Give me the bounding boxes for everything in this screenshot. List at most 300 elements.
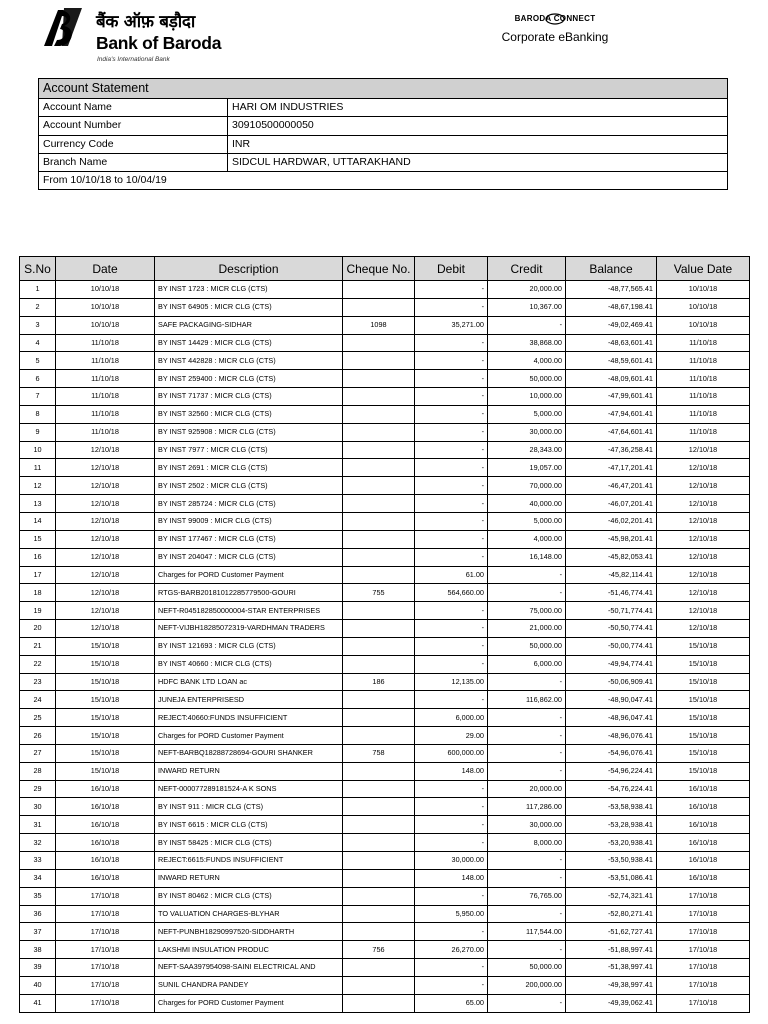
- cell-value-date: 17/10/18: [657, 905, 750, 923]
- cell-credit: -: [488, 852, 566, 870]
- cell-credit: 21,000.00: [488, 620, 566, 638]
- cell-description: BY INST 7977 : MICR CLG (CTS): [155, 441, 343, 459]
- cell-balance: -51,62,727.41: [566, 923, 657, 941]
- cell-date: 10/10/18: [56, 316, 155, 334]
- bank-name-english: Bank of Baroda: [96, 33, 222, 53]
- cell-description: SUNIL CHANDRA PANDEY: [155, 976, 343, 994]
- cell-balance: -50,00,774.41: [566, 637, 657, 655]
- cell-debit: 600,000.00: [415, 744, 488, 762]
- cell-description: HDFC BANK LTD LOAN ac: [155, 673, 343, 691]
- cell-sno: 35: [20, 887, 56, 905]
- table-row: [20, 691, 750, 709]
- cell-balance: -50,06,909.41: [566, 673, 657, 691]
- cell-cheque-no: 1098: [343, 316, 415, 334]
- cell-credit: 50,000.00: [488, 637, 566, 655]
- cell-credit: 16,148.00: [488, 548, 566, 566]
- cell-description: JUNEJA ENTERPRISESD: [155, 691, 343, 709]
- account-field-label: Account Number: [39, 117, 228, 135]
- cell-debit: -: [415, 512, 488, 530]
- cell-debit: -: [415, 691, 488, 709]
- cell-debit: -: [415, 298, 488, 316]
- cell-description: BY INST 911 : MICR CLG (CTS): [155, 798, 343, 816]
- cell-value-date: 15/10/18: [657, 673, 750, 691]
- cell-credit: 30,000.00: [488, 816, 566, 834]
- cell-cheque-no: [343, 780, 415, 798]
- cell-date: 16/10/18: [56, 816, 155, 834]
- table-row: [20, 798, 750, 816]
- cell-description: BY INST 204047 : MICR CLG (CTS): [155, 548, 343, 566]
- cell-date: 11/10/18: [56, 352, 155, 370]
- cell-description: NEFT-BARBQ18288728694-GOURI SHANKER: [155, 744, 343, 762]
- cell-credit: -: [488, 673, 566, 691]
- account-field-value: 30910500000050: [228, 117, 728, 135]
- cell-date: 15/10/18: [56, 655, 155, 673]
- cell-debit: -: [415, 798, 488, 816]
- cell-cheque-no: [343, 691, 415, 709]
- cell-cheque-no: [343, 994, 415, 1012]
- cell-credit: 30,000.00: [488, 423, 566, 441]
- account-field-label: Currency Code: [39, 135, 228, 153]
- table-row: [20, 405, 750, 423]
- cell-date: 15/10/18: [56, 744, 155, 762]
- table-row: [20, 976, 750, 994]
- cell-sno: 41: [20, 994, 56, 1012]
- cell-balance: -52,74,321.41: [566, 887, 657, 905]
- cell-value-date: 12/10/18: [657, 602, 750, 620]
- cell-cheque-no: [343, 637, 415, 655]
- cell-sno: 31: [20, 816, 56, 834]
- cell-balance: -46,47,201.41: [566, 477, 657, 495]
- table-row: [20, 816, 750, 834]
- cell-debit: -: [415, 334, 488, 352]
- cell-description: BY INST 2691 : MICR CLG (CTS): [155, 459, 343, 477]
- cell-cheque-no: [343, 566, 415, 584]
- cell-balance: -45,98,201.41: [566, 530, 657, 548]
- cell-value-date: 17/10/18: [657, 976, 750, 994]
- cell-date: 17/10/18: [56, 994, 155, 1012]
- cell-date: 17/10/18: [56, 941, 155, 959]
- cell-credit: 117,544.00: [488, 923, 566, 941]
- cell-date: 11/10/18: [56, 334, 155, 352]
- cell-date: 12/10/18: [56, 620, 155, 638]
- cell-debit: -: [415, 887, 488, 905]
- cell-sno: 30: [20, 798, 56, 816]
- cell-sno: 10: [20, 441, 56, 459]
- account-field-value: HARI OM INDUSTRIES: [228, 99, 728, 117]
- cell-credit: 28,343.00: [488, 441, 566, 459]
- cell-description: INWARD RETURN: [155, 762, 343, 780]
- cell-sno: 5: [20, 352, 56, 370]
- cell-value-date: 15/10/18: [657, 762, 750, 780]
- cell-debit: -: [415, 477, 488, 495]
- cell-value-date: 17/10/18: [657, 923, 750, 941]
- cell-sno: 37: [20, 923, 56, 941]
- cell-credit: 75,000.00: [488, 602, 566, 620]
- cell-description: BY INST 121693 : MICR CLG (CTS): [155, 637, 343, 655]
- cell-sno: 33: [20, 852, 56, 870]
- cell-value-date: 15/10/18: [657, 744, 750, 762]
- cell-description: BY INST 71737 : MICR CLG (CTS): [155, 388, 343, 406]
- cell-date: 15/10/18: [56, 727, 155, 745]
- cell-cheque-no: [343, 976, 415, 994]
- cell-cheque-no: 186: [343, 673, 415, 691]
- account-details-table: [38, 78, 728, 190]
- cell-balance: -54,96,076.41: [566, 744, 657, 762]
- cell-balance: -45,82,053.41: [566, 548, 657, 566]
- cell-sno: 12: [20, 477, 56, 495]
- cell-sno: 6: [20, 370, 56, 388]
- cell-value-date: 12/10/18: [657, 548, 750, 566]
- cell-date: 17/10/18: [56, 959, 155, 977]
- cell-balance: -48,96,076.41: [566, 727, 657, 745]
- cell-debit: 29.00: [415, 727, 488, 745]
- cell-balance: -49,38,997.41: [566, 976, 657, 994]
- table-row: [20, 869, 750, 887]
- table-row: [20, 441, 750, 459]
- cell-debit: -: [415, 959, 488, 977]
- cell-debit: 12,135.00: [415, 673, 488, 691]
- cell-sno: 32: [20, 834, 56, 852]
- cell-debit: -: [415, 620, 488, 638]
- cell-date: 11/10/18: [56, 423, 155, 441]
- cell-value-date: 17/10/18: [657, 887, 750, 905]
- cell-value-date: 16/10/18: [657, 869, 750, 887]
- cell-description: NEFT-000077289181524-A K SONS: [155, 780, 343, 798]
- cell-cheque-no: 758: [343, 744, 415, 762]
- bank-logo: [38, 6, 238, 64]
- account-statement-heading: Account Statement: [39, 79, 728, 99]
- cell-value-date: 15/10/18: [657, 709, 750, 727]
- cell-date: 16/10/18: [56, 798, 155, 816]
- cell-cheque-no: [343, 441, 415, 459]
- cell-date: 15/10/18: [56, 691, 155, 709]
- cell-balance: -49,94,774.41: [566, 655, 657, 673]
- cell-balance: -47,99,601.41: [566, 388, 657, 406]
- cell-sno: 1: [20, 281, 56, 299]
- cell-value-date: 16/10/18: [657, 780, 750, 798]
- cell-value-date: 11/10/18: [657, 352, 750, 370]
- table-row: [20, 905, 750, 923]
- cell-credit: 20,000.00: [488, 780, 566, 798]
- cell-description: BY INST 259400 : MICR CLG (CTS): [155, 370, 343, 388]
- cell-cheque-no: [343, 298, 415, 316]
- cell-credit: 38,868.00: [488, 334, 566, 352]
- cell-value-date: 15/10/18: [657, 655, 750, 673]
- cell-value-date: 16/10/18: [657, 852, 750, 870]
- table-row: [20, 512, 750, 530]
- table-row: [20, 477, 750, 495]
- table-row: [20, 423, 750, 441]
- cell-date: 10/10/18: [56, 298, 155, 316]
- cell-credit: -: [488, 744, 566, 762]
- cell-sno: 26: [20, 727, 56, 745]
- cell-balance: -54,96,224.41: [566, 762, 657, 780]
- cell-value-date: 12/10/18: [657, 477, 750, 495]
- cell-value-date: 12/10/18: [657, 620, 750, 638]
- cell-sno: 21: [20, 637, 56, 655]
- cell-cheque-no: [343, 423, 415, 441]
- cell-description: BY INST 99009 : MICR CLG (CTS): [155, 512, 343, 530]
- cell-value-date: 11/10/18: [657, 405, 750, 423]
- cell-sno: 40: [20, 976, 56, 994]
- cell-credit: 70,000.00: [488, 477, 566, 495]
- cell-sno: 11: [20, 459, 56, 477]
- cell-description: LAKSHMI INSULATION PRODUC: [155, 941, 343, 959]
- bank-of-baroda-emblem-icon: [38, 6, 88, 50]
- table-row: [20, 923, 750, 941]
- cell-balance: -46,07,201.41: [566, 495, 657, 513]
- portal-brand: BARODA CONNECT: [514, 14, 596, 23]
- cell-date: 12/10/18: [56, 584, 155, 602]
- cell-debit: -: [415, 423, 488, 441]
- cell-credit: -: [488, 994, 566, 1012]
- cell-debit: -: [415, 352, 488, 370]
- cell-date: 12/10/18: [56, 602, 155, 620]
- cell-sno: 14: [20, 512, 56, 530]
- cell-sno: 28: [20, 762, 56, 780]
- account-row: [39, 153, 728, 171]
- cell-debit: 5,950.00: [415, 905, 488, 923]
- cell-cheque-no: [343, 405, 415, 423]
- cell-cheque-no: [343, 495, 415, 513]
- cell-date: 11/10/18: [56, 405, 155, 423]
- cell-balance: -49,02,469.41: [566, 316, 657, 334]
- cell-balance: -48,90,047.41: [566, 691, 657, 709]
- cell-credit: -: [488, 869, 566, 887]
- cell-cheque-no: [343, 887, 415, 905]
- cell-cheque-no: 756: [343, 941, 415, 959]
- cell-credit: -: [488, 566, 566, 584]
- table-row: [20, 316, 750, 334]
- cell-value-date: 11/10/18: [657, 423, 750, 441]
- table-row: [20, 709, 750, 727]
- cell-credit: -: [488, 727, 566, 745]
- bank-name-hindi: बैंक ऑफ़ बड़ौदा: [96, 12, 196, 32]
- cell-sno: 3: [20, 316, 56, 334]
- cell-debit: -: [415, 637, 488, 655]
- statement-period-row: [39, 172, 728, 190]
- cell-credit: 4,000.00: [488, 352, 566, 370]
- cell-cheque-no: [343, 762, 415, 780]
- cell-date: 17/10/18: [56, 923, 155, 941]
- cell-cheque-no: [343, 727, 415, 745]
- cell-balance: -50,50,774.41: [566, 620, 657, 638]
- cell-debit: -: [415, 548, 488, 566]
- cell-description: BY INST 64905 : MICR CLG (CTS): [155, 298, 343, 316]
- cell-balance: -48,96,047.41: [566, 709, 657, 727]
- cell-sno: 18: [20, 584, 56, 602]
- cell-date: 16/10/18: [56, 834, 155, 852]
- cell-balance: -45,82,114.41: [566, 566, 657, 584]
- cell-value-date: 10/10/18: [657, 281, 750, 299]
- cell-value-date: 17/10/18: [657, 959, 750, 977]
- cell-cheque-no: [343, 869, 415, 887]
- cell-balance: -53,51,086.41: [566, 869, 657, 887]
- column-header-date: Date: [56, 257, 155, 281]
- cell-balance: -48,77,565.41: [566, 281, 657, 299]
- table-row: [20, 780, 750, 798]
- cell-debit: -: [415, 530, 488, 548]
- cell-debit: 35,271.00: [415, 316, 488, 334]
- table-row: [20, 941, 750, 959]
- cell-balance: -49,39,062.41: [566, 994, 657, 1012]
- cell-debit: -: [415, 602, 488, 620]
- cell-sno: 22: [20, 655, 56, 673]
- cell-description: REJECT:6615:FUNDS INSUFFICIENT: [155, 852, 343, 870]
- cell-date: 15/10/18: [56, 637, 155, 655]
- cell-debit: -: [415, 459, 488, 477]
- cell-date: 12/10/18: [56, 495, 155, 513]
- cell-sno: 7: [20, 388, 56, 406]
- cell-cheque-no: [343, 334, 415, 352]
- table-row: [20, 637, 750, 655]
- cell-sno: 8: [20, 405, 56, 423]
- cell-debit: -: [415, 405, 488, 423]
- cell-date: 17/10/18: [56, 976, 155, 994]
- cell-description: NEFT-PUNBH18290997520-SIDDHARTH: [155, 923, 343, 941]
- cell-debit: -: [415, 976, 488, 994]
- table-row: [20, 834, 750, 852]
- cell-value-date: 12/10/18: [657, 584, 750, 602]
- cell-sno: 19: [20, 602, 56, 620]
- account-row: [39, 99, 728, 117]
- transactions-header-row: [20, 257, 750, 281]
- cell-description: SAFE PACKAGING-SIDHAR: [155, 316, 343, 334]
- table-row: [20, 852, 750, 870]
- baroda-connect-logo: [500, 14, 610, 44]
- cell-description: BY INST 442828 : MICR CLG (CTS): [155, 352, 343, 370]
- cell-debit: -: [415, 370, 488, 388]
- cell-value-date: 10/10/18: [657, 316, 750, 334]
- cell-balance: -48,63,601.41: [566, 334, 657, 352]
- cell-balance: -47,36,258.41: [566, 441, 657, 459]
- cell-value-date: 15/10/18: [657, 637, 750, 655]
- cell-value-date: 11/10/18: [657, 388, 750, 406]
- cell-cheque-no: [343, 352, 415, 370]
- table-row: [20, 584, 750, 602]
- connect-swirl-icon: [544, 12, 566, 26]
- cell-description: INWARD RETURN: [155, 869, 343, 887]
- cell-credit: 10,000.00: [488, 388, 566, 406]
- cell-description: Charges for PORD Customer Payment: [155, 727, 343, 745]
- table-row: [20, 620, 750, 638]
- cell-sno: 16: [20, 548, 56, 566]
- cell-date: 17/10/18: [56, 887, 155, 905]
- cell-date: 11/10/18: [56, 388, 155, 406]
- table-row: [20, 727, 750, 745]
- cell-balance: -52,80,271.41: [566, 905, 657, 923]
- cell-cheque-no: [343, 459, 415, 477]
- cell-balance: -51,88,997.41: [566, 941, 657, 959]
- table-row: [20, 352, 750, 370]
- table-row: [20, 548, 750, 566]
- cell-balance: -53,20,938.41: [566, 834, 657, 852]
- cell-cheque-no: [343, 530, 415, 548]
- cell-value-date: 16/10/18: [657, 834, 750, 852]
- cell-credit: 200,000.00: [488, 976, 566, 994]
- account-field-value: SIDCUL HARDWAR, UTTARAKHAND: [228, 153, 728, 171]
- cell-credit: 117,286.00: [488, 798, 566, 816]
- cell-balance: -51,38,997.41: [566, 959, 657, 977]
- cell-cheque-no: [343, 816, 415, 834]
- cell-value-date: 12/10/18: [657, 459, 750, 477]
- cell-description: Charges for PORD Customer Payment: [155, 994, 343, 1012]
- cell-cheque-no: [343, 602, 415, 620]
- table-row: [20, 388, 750, 406]
- account-field-label: Branch Name: [39, 153, 228, 171]
- column-header-sno: S.No: [20, 257, 56, 281]
- cell-date: 15/10/18: [56, 673, 155, 691]
- cell-balance: -53,58,938.41: [566, 798, 657, 816]
- cell-description: NEFT-SAA397954098-SAINI ELECTRICAL AND: [155, 959, 343, 977]
- cell-credit: -: [488, 905, 566, 923]
- cell-balance: -51,46,774.41: [566, 584, 657, 602]
- cell-cheque-no: 755: [343, 584, 415, 602]
- cell-value-date: 12/10/18: [657, 512, 750, 530]
- cell-value-date: 16/10/18: [657, 798, 750, 816]
- cell-description: BY INST 6615 : MICR CLG (CTS): [155, 816, 343, 834]
- cell-credit: 10,367.00: [488, 298, 566, 316]
- table-row: [20, 762, 750, 780]
- cell-description: BY INST 177467 : MICR CLG (CTS): [155, 530, 343, 548]
- cell-balance: -47,94,601.41: [566, 405, 657, 423]
- cell-date: 12/10/18: [56, 477, 155, 495]
- cell-date: 12/10/18: [56, 512, 155, 530]
- cell-cheque-no: [343, 477, 415, 495]
- cell-cheque-no: [343, 388, 415, 406]
- cell-cheque-no: [343, 620, 415, 638]
- cell-balance: -47,64,601.41: [566, 423, 657, 441]
- column-header-balance: Balance: [566, 257, 657, 281]
- cell-balance: -54,76,224.41: [566, 780, 657, 798]
- cell-credit: -: [488, 584, 566, 602]
- cell-description: BY INST 14429 : MICR CLG (CTS): [155, 334, 343, 352]
- bank-tagline: India's International Bank: [97, 56, 170, 63]
- cell-credit: -: [488, 762, 566, 780]
- cell-value-date: 11/10/18: [657, 334, 750, 352]
- column-header-debit: Debit: [415, 257, 488, 281]
- cell-cheque-no: [343, 548, 415, 566]
- cell-balance: -48,67,198.41: [566, 298, 657, 316]
- table-row: [20, 459, 750, 477]
- cell-credit: 50,000.00: [488, 370, 566, 388]
- cell-debit: 30,000.00: [415, 852, 488, 870]
- cell-sno: 23: [20, 673, 56, 691]
- account-row: [39, 117, 728, 135]
- cell-cheque-no: [343, 852, 415, 870]
- cell-debit: 564,660.00: [415, 584, 488, 602]
- cell-description: TO VALUATION CHARGES-BLYHAR: [155, 905, 343, 923]
- cell-description: NEFT-R045182850000004-STAR ENTERPRISES: [155, 602, 343, 620]
- cell-debit: -: [415, 834, 488, 852]
- cell-sno: 4: [20, 334, 56, 352]
- cell-cheque-no: [343, 512, 415, 530]
- statement-period: From 10/10/18 to 10/04/19: [39, 172, 728, 190]
- table-row: [20, 495, 750, 513]
- cell-credit: -: [488, 709, 566, 727]
- cell-credit: 40,000.00: [488, 495, 566, 513]
- cell-sno: 36: [20, 905, 56, 923]
- cell-cheque-no: [343, 709, 415, 727]
- cell-debit: 61.00: [415, 566, 488, 584]
- cell-sno: 38: [20, 941, 56, 959]
- cell-debit: -: [415, 655, 488, 673]
- cell-value-date: 11/10/18: [657, 370, 750, 388]
- table-row: [20, 298, 750, 316]
- cell-debit: -: [415, 441, 488, 459]
- table-row: [20, 887, 750, 905]
- cell-sno: 17: [20, 566, 56, 584]
